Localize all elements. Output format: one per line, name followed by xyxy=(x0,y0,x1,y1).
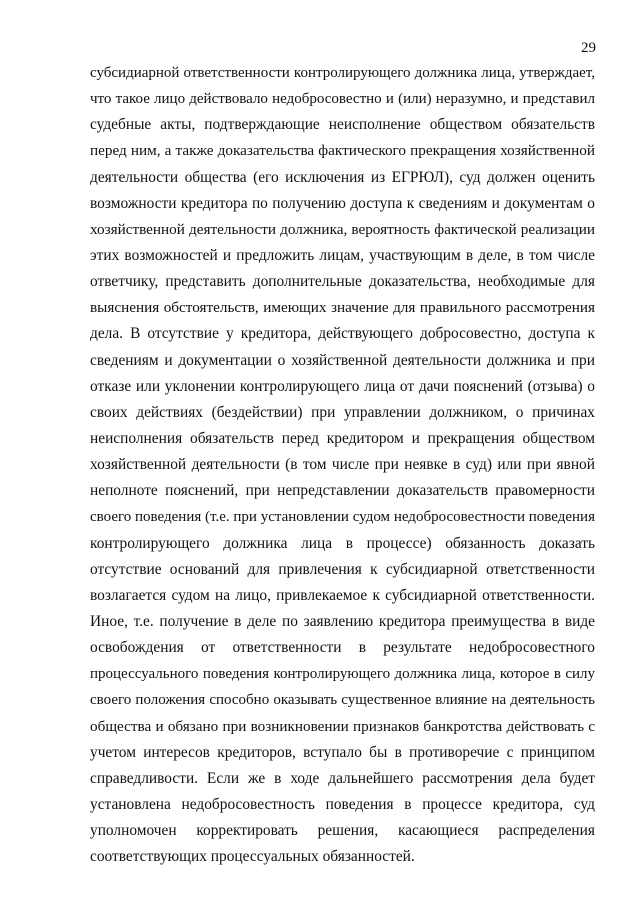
text-line: выяснения обстоятельств, имеющих значение для правильного рассмотрения xyxy=(90,299,595,317)
text-line: учетом интересов кредиторов, вступало бы в противоречие с принципом xyxy=(90,743,595,761)
text-line: соответствующих процессуальных обязанностей. xyxy=(90,848,415,866)
text-line: сведениям и документации о хозяйственной деятельности должника и при xyxy=(90,351,595,369)
text-line: возможности кредитора по получению доступа к сведениям и документам о xyxy=(90,194,595,212)
text-line: дела. В отсутствие у кредитора, действующего добросовестно, доступа к xyxy=(90,325,595,343)
text-line: своего положения способно оказывать существенное влияние на деятельность xyxy=(90,692,595,709)
text-line: своего поведения (т.е. при установлении судом недобросовестности поведения xyxy=(90,509,595,526)
text-line: отказе или уклонении контролирующего лица от дачи пояснений (отзыва) о xyxy=(90,377,595,395)
text-line: судебные акты, подтверждающие неисполнение обществом обязательств xyxy=(90,116,595,134)
text-line: этих возможностей и предложить лицам, участвующим в деле, в том числе xyxy=(90,246,595,264)
text-line: уполномочен корректировать решения, касающиеся распределения xyxy=(90,822,595,840)
page-number: 29 xyxy=(581,40,596,56)
text-line: справедливости. Если же в ходе дальнейшего рассмотрения дела будет xyxy=(90,769,595,787)
text-line: перед ним, а также доказательства фактического прекращения хозяйственной xyxy=(90,142,595,160)
text-line: общества и обязано при возникновении признаков банкротства действовать с xyxy=(90,717,595,735)
text-line: освобождения от ответственности в результате недобросовестного xyxy=(90,639,595,657)
text-line: ответчику, представить дополнительные доказательства, необходимые для xyxy=(90,273,595,291)
text-line: деятельности общества (его исключения из ЕГРЮЛ), суд должен оценить xyxy=(90,168,595,186)
text-line: своих действиях (бездействии) при управлении должником, о причинах xyxy=(90,403,595,421)
text-line: хозяйственной деятельности (в том числе при неявке в суд) или при явной xyxy=(90,456,595,474)
text-line: субсидиарной ответственности контролирующего должника лица, утверждает, xyxy=(90,65,595,81)
text-line: неполноте пояснений, при непредставлении доказательств правомерности xyxy=(90,482,595,500)
text-line: хозяйственной деятельности должника, вероятность фактической реализации xyxy=(90,220,595,238)
text-line: отсутствие оснований для привлечения к субсидиарной ответственности xyxy=(90,560,595,578)
text-line: контролирующего должника лица в процессе) обязанность доказать xyxy=(90,534,595,552)
text-line: что такое лицо действовало недобросовестно и (или) неразумно, и представил xyxy=(90,91,595,108)
text-line: возлагается судом на лицо, привлекаемое к субсидиарной ответственности. xyxy=(90,586,595,604)
text-line: процессуального поведения контролирующего должника лица, которое в силу xyxy=(90,666,595,683)
body-paragraph xyxy=(90,60,595,870)
text-line: неисполнения обязательств перед кредитором и прекращения обществом xyxy=(90,429,595,447)
text-line: Иное, т.е. получение в деле по заявлению кредитора преимущества в виде xyxy=(90,612,595,630)
text-line: установлена недобросовестность поведения в процессе кредитора, суд xyxy=(90,795,595,813)
